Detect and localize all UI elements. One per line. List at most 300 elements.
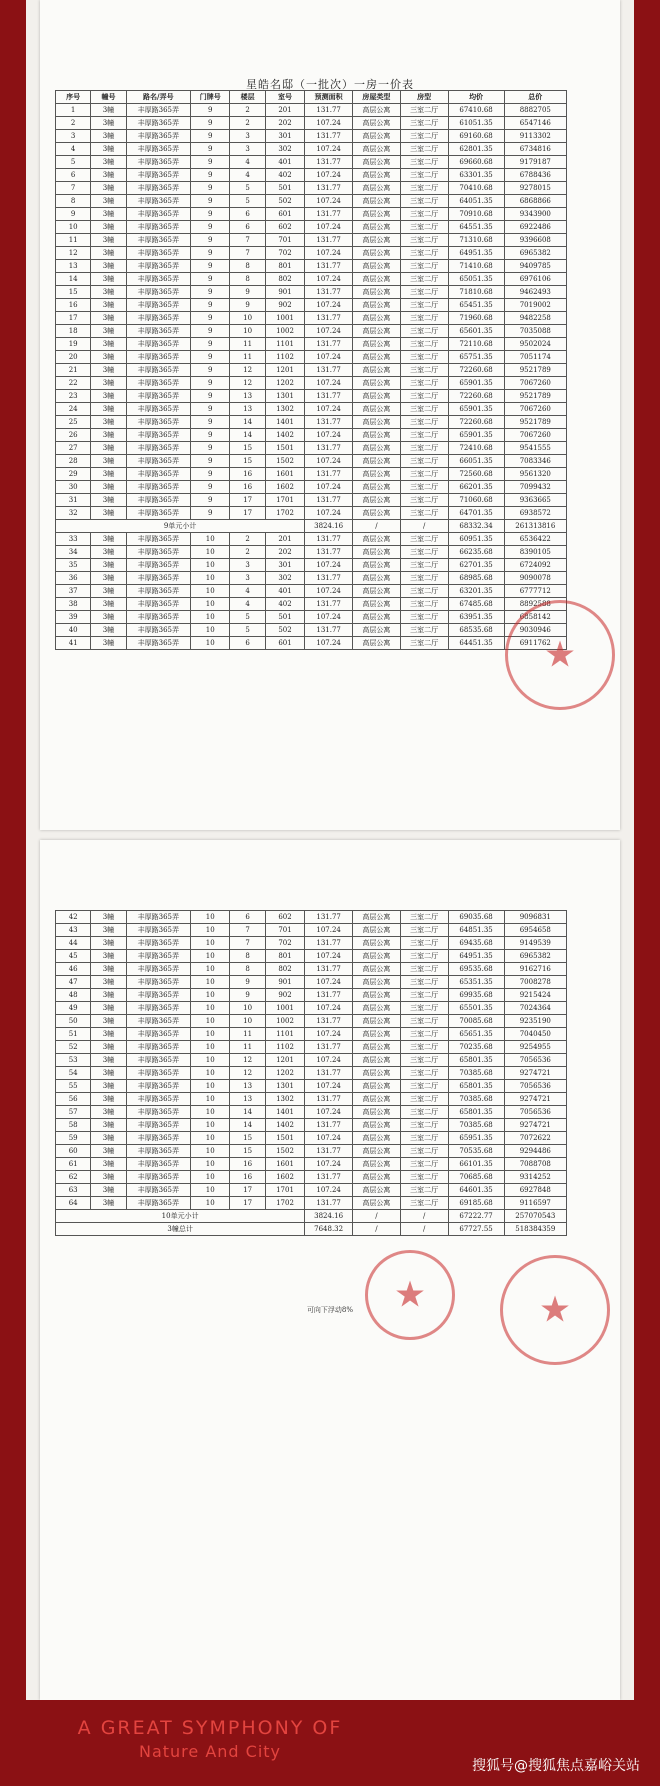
table-cell: 高层公寓 xyxy=(353,585,401,598)
table-cell: 131.77 xyxy=(305,338,353,351)
table-cell: 16 xyxy=(230,468,265,481)
table-cell: 131.77 xyxy=(305,182,353,195)
table-cell: 107.24 xyxy=(305,585,353,598)
table-cell: 3幢 xyxy=(91,286,126,299)
table-cell: 9 xyxy=(191,468,230,481)
table-cell: 131.77 xyxy=(305,442,353,455)
table-row xyxy=(56,273,567,286)
table-cell: 801 xyxy=(265,260,304,273)
table-row xyxy=(56,481,567,494)
table-cell: 71310.68 xyxy=(448,234,504,247)
table-cell: 131.77 xyxy=(305,546,353,559)
table-cell: 丰厚路365弄 xyxy=(126,286,190,299)
table-cell: 高层公寓 xyxy=(353,325,401,338)
table-cell: 802 xyxy=(265,963,304,976)
table-cell: 7088708 xyxy=(504,1158,566,1171)
table-cell: 602 xyxy=(265,911,304,924)
table-cell: 9 xyxy=(191,195,230,208)
table-cell: 502 xyxy=(265,624,304,637)
table-cell: 9 xyxy=(191,104,230,117)
table-cell: 高层公寓 xyxy=(353,286,401,299)
table-cell: 201 xyxy=(265,104,304,117)
table-cell: 42 xyxy=(56,911,91,924)
table-cell: 三室二厅 xyxy=(400,1132,448,1145)
table-cell: 6938572 xyxy=(504,507,566,520)
table-cell: 丰厚路365弄 xyxy=(126,338,190,351)
table-cell: 高层公寓 xyxy=(353,312,401,325)
table-cell: 10 xyxy=(191,924,230,937)
table-cell: 丰厚路365弄 xyxy=(126,299,190,312)
table-row xyxy=(56,182,567,195)
table-cell: 5 xyxy=(230,195,265,208)
table-cell: 10 xyxy=(191,1015,230,1028)
table-cell: 3幢 xyxy=(91,533,126,546)
table-cell: 64551.35 xyxy=(448,221,504,234)
table-cell: 1301 xyxy=(265,390,304,403)
table-cell: 三室二厅 xyxy=(400,429,448,442)
table-cell: 70910.68 xyxy=(448,208,504,221)
table-cell: 302 xyxy=(265,143,304,156)
table-cell: 丰厚路365弄 xyxy=(126,416,190,429)
table-cell: 丰厚路365弄 xyxy=(126,963,190,976)
subtotal-row xyxy=(56,1210,567,1223)
table-cell: 72110.68 xyxy=(448,338,504,351)
table-row xyxy=(56,221,567,234)
table-row xyxy=(56,911,567,924)
table-cell: 28 xyxy=(56,455,91,468)
table-cell: 10 xyxy=(191,611,230,624)
table-cell: 7067260 xyxy=(504,429,566,442)
table-cell: 131.77 xyxy=(305,989,353,1002)
table-cell: 10 xyxy=(191,624,230,637)
price-table-page-2 xyxy=(55,910,567,1236)
table-cell: 高层公寓 xyxy=(353,624,401,637)
table-cell: 6868866 xyxy=(504,195,566,208)
table-cell: 高层公寓 xyxy=(353,455,401,468)
company-seal-2 xyxy=(365,1250,455,1340)
table-cell: 131.77 xyxy=(305,312,353,325)
table-cell: 高层公寓 xyxy=(353,143,401,156)
table-cell: 高层公寓 xyxy=(353,377,401,390)
table-cell: 131.77 xyxy=(305,1041,353,1054)
table-cell: 3幢 xyxy=(91,1132,126,1145)
table-cell: 131.77 xyxy=(305,468,353,481)
table-cell: 高层公寓 xyxy=(353,1015,401,1028)
summary-avg-price: 68332.34 xyxy=(448,520,504,533)
table-row xyxy=(56,1015,567,1028)
table-cell: 9396608 xyxy=(504,234,566,247)
table-cell: 9116597 xyxy=(504,1197,566,1210)
table-cell: 131.77 xyxy=(305,1171,353,1184)
table-cell: 8 xyxy=(230,273,265,286)
table-cell: 丰厚路365弄 xyxy=(126,1106,190,1119)
table-row xyxy=(56,442,567,455)
table-row xyxy=(56,624,567,637)
table-cell: 高层公寓 xyxy=(353,156,401,169)
table-cell: 三室二厅 xyxy=(400,221,448,234)
table-cell: 7019002 xyxy=(504,299,566,312)
table-cell: 10 xyxy=(191,1093,230,1106)
seal-star-icon: ★ xyxy=(538,1289,572,1331)
price-float-note: 可向下浮动8% xyxy=(306,1306,354,1314)
table-row xyxy=(56,468,567,481)
table-cell: 14 xyxy=(56,273,91,286)
table-cell: 三室二厅 xyxy=(400,494,448,507)
table-cell: 9 xyxy=(191,351,230,364)
table-cell: 61 xyxy=(56,1158,91,1171)
table-cell: 丰厚路365弄 xyxy=(126,1184,190,1197)
table-row xyxy=(56,1041,567,1054)
table-cell: 1601 xyxy=(265,468,304,481)
table-cell: 三室二厅 xyxy=(400,104,448,117)
table-cell: 三室二厅 xyxy=(400,1015,448,1028)
table-cell: 65751.35 xyxy=(448,351,504,364)
table-cell: 高层公寓 xyxy=(353,976,401,989)
table-row xyxy=(56,429,567,442)
table-cell: 9 xyxy=(191,182,230,195)
summary-label: 10单元小计 xyxy=(56,1210,305,1223)
table-cell: 7099432 xyxy=(504,481,566,494)
table-cell: 107.24 xyxy=(305,950,353,963)
table-cell: 丰厚路365弄 xyxy=(126,234,190,247)
table-cell: 9482258 xyxy=(504,312,566,325)
table-row xyxy=(56,247,567,260)
table-cell: 3幢 xyxy=(91,1106,126,1119)
table-cell: 10 xyxy=(230,1002,265,1015)
table-cell: 3幢 xyxy=(91,637,126,650)
table-cell: 3幢 xyxy=(91,1028,126,1041)
table-cell: 131.77 xyxy=(305,963,353,976)
table-cell: 10 xyxy=(191,1145,230,1158)
table-cell: 9 xyxy=(191,325,230,338)
table-cell: 三室二厅 xyxy=(400,572,448,585)
table-cell: 21 xyxy=(56,364,91,377)
table-cell: 15 xyxy=(230,1132,265,1145)
table-cell: 三室二厅 xyxy=(400,989,448,1002)
table-cell: 202 xyxy=(265,546,304,559)
table-cell: 66235.68 xyxy=(448,546,504,559)
table-cell: 高层公寓 xyxy=(353,416,401,429)
table-cell: 三室二厅 xyxy=(400,1184,448,1197)
table-row xyxy=(56,1093,567,1106)
table-cell: 高层公寓 xyxy=(353,338,401,351)
table-row xyxy=(56,117,567,130)
table-cell: 502 xyxy=(265,195,304,208)
table-cell: 丰厚路365弄 xyxy=(126,611,190,624)
table-cell: 6965382 xyxy=(504,247,566,260)
table-cell: 301 xyxy=(265,130,304,143)
table-cell: 37 xyxy=(56,585,91,598)
table-cell: 9 xyxy=(191,221,230,234)
table-cell: 72260.68 xyxy=(448,390,504,403)
table-cell: 高层公寓 xyxy=(353,1184,401,1197)
table-cell: 高层公寓 xyxy=(353,234,401,247)
table-cell: 65451.35 xyxy=(448,299,504,312)
table-cell: 5 xyxy=(230,624,265,637)
table-cell: 8892588 xyxy=(504,598,566,611)
table-row xyxy=(56,572,567,585)
table-cell: 丰厚路365弄 xyxy=(126,260,190,273)
table-cell: 3幢 xyxy=(91,468,126,481)
table-cell: 6547146 xyxy=(504,117,566,130)
table-cell: 丰厚路365弄 xyxy=(126,1145,190,1158)
table-cell: 14 xyxy=(230,416,265,429)
table-cell: 701 xyxy=(265,234,304,247)
table-cell: 丰厚路365弄 xyxy=(126,976,190,989)
table-cell: 1302 xyxy=(265,403,304,416)
table-row xyxy=(56,455,567,468)
table-cell: 三室二厅 xyxy=(400,976,448,989)
table-cell: 9 xyxy=(230,976,265,989)
table-cell: 7040450 xyxy=(504,1028,566,1041)
table-cell: 46 xyxy=(56,963,91,976)
table-cell: 三室二厅 xyxy=(400,156,448,169)
table-cell: 30 xyxy=(56,481,91,494)
table-cell: 3幢 xyxy=(91,572,126,585)
table-cell: 3幢 xyxy=(91,963,126,976)
table-cell: 107.24 xyxy=(305,351,353,364)
table-cell: 9 xyxy=(191,260,230,273)
table-cell: 131.77 xyxy=(305,1093,353,1106)
table-cell: 3幢 xyxy=(91,247,126,260)
table-cell: 65901.35 xyxy=(448,377,504,390)
table-cell: 10 xyxy=(191,572,230,585)
table-cell: 高层公寓 xyxy=(353,533,401,546)
table-cell: 高层公寓 xyxy=(353,598,401,611)
total-row xyxy=(56,1223,567,1236)
table-cell: 65901.35 xyxy=(448,403,504,416)
table-cell: 丰厚路365弄 xyxy=(126,351,190,364)
table-cell: 6965382 xyxy=(504,950,566,963)
table-cell: 丰厚路365弄 xyxy=(126,598,190,611)
table-cell: 16 xyxy=(56,299,91,312)
table-cell: 1502 xyxy=(265,1145,304,1158)
table-cell: 丰厚路365弄 xyxy=(126,1119,190,1132)
table-cell: 1101 xyxy=(265,1028,304,1041)
summary-avg-price: 67222.77 xyxy=(448,1210,504,1223)
table-cell: 高层公寓 xyxy=(353,963,401,976)
table-cell: 70410.68 xyxy=(448,182,504,195)
table-cell: 9294486 xyxy=(504,1145,566,1158)
table-cell: 107.24 xyxy=(305,455,353,468)
table-cell: 3幢 xyxy=(91,1080,126,1093)
table-row xyxy=(56,1119,567,1132)
table-row xyxy=(56,598,567,611)
table-cell: 131.77 xyxy=(305,598,353,611)
table-cell: 1402 xyxy=(265,429,304,442)
table-cell: 9 xyxy=(191,312,230,325)
table-row xyxy=(56,1067,567,1080)
table-row xyxy=(56,924,567,937)
table-cell: 丰厚路365弄 xyxy=(126,937,190,950)
table-cell: 4 xyxy=(230,585,265,598)
table-cell: 3 xyxy=(230,143,265,156)
table-cell: 3幢 xyxy=(91,351,126,364)
table-cell: 高层公寓 xyxy=(353,442,401,455)
table-cell: 27 xyxy=(56,442,91,455)
table-cell: 131.77 xyxy=(305,624,353,637)
table-cell: 9 xyxy=(56,208,91,221)
table-cell: 501 xyxy=(265,182,304,195)
table-row xyxy=(56,1080,567,1093)
table-cell: 9113302 xyxy=(504,130,566,143)
table-cell: 高层公寓 xyxy=(353,1158,401,1171)
table-cell: 6536422 xyxy=(504,533,566,546)
table-cell: 201 xyxy=(265,533,304,546)
table-cell: 10 xyxy=(191,585,230,598)
table-cell: 3幢 xyxy=(91,950,126,963)
table-cell: 10 xyxy=(230,325,265,338)
table-cell: 24 xyxy=(56,403,91,416)
table-cell: 9 xyxy=(230,989,265,1002)
table-cell: 3幢 xyxy=(91,624,126,637)
table-cell: 三室二厅 xyxy=(400,1080,448,1093)
table-cell: 10 xyxy=(56,221,91,234)
table-cell: 8882705 xyxy=(504,104,566,117)
table-cell: 107.24 xyxy=(305,195,353,208)
table-cell: 三室二厅 xyxy=(400,598,448,611)
table-row xyxy=(56,143,567,156)
table-cell: 3幢 xyxy=(91,390,126,403)
table-row xyxy=(56,104,567,117)
table-cell: 10 xyxy=(191,1002,230,1015)
table-cell: 丰厚路365弄 xyxy=(126,1158,190,1171)
table-cell: 高层公寓 xyxy=(353,299,401,312)
table-cell: 12 xyxy=(230,1067,265,1080)
table-row xyxy=(56,156,567,169)
table-cell: 16 xyxy=(230,1158,265,1171)
table-cell: 丰厚路365弄 xyxy=(126,1002,190,1015)
table-cell: 19 xyxy=(56,338,91,351)
table-cell: 3幢 xyxy=(91,598,126,611)
table-row xyxy=(56,390,567,403)
table-cell: 高层公寓 xyxy=(353,1093,401,1106)
table-cell: 62 xyxy=(56,1171,91,1184)
table-cell: 107.24 xyxy=(305,1080,353,1093)
table-cell: 65801.35 xyxy=(448,1080,504,1093)
table-cell: 131.77 xyxy=(305,494,353,507)
table-cell: 三室二厅 xyxy=(400,559,448,572)
table-cell: 401 xyxy=(265,156,304,169)
table-cell: 高层公寓 xyxy=(353,1054,401,1067)
table-cell: 1602 xyxy=(265,481,304,494)
watermark-text: 搜狐号@搜狐焦点嘉峪关站 xyxy=(472,1758,640,1774)
table-cell: 1501 xyxy=(265,442,304,455)
table-cell: 高层公寓 xyxy=(353,351,401,364)
table-cell: 107.24 xyxy=(305,481,353,494)
table-cell: 602 xyxy=(265,221,304,234)
table-cell: 高层公寓 xyxy=(353,1197,401,1210)
table-cell: 10 xyxy=(191,559,230,572)
table-cell: 三室二厅 xyxy=(400,286,448,299)
table-row xyxy=(56,377,567,390)
table-cell: 10 xyxy=(191,1041,230,1054)
table-cell: 64851.35 xyxy=(448,924,504,937)
table-cell: 3 xyxy=(230,572,265,585)
summary-label: 3幢总计 xyxy=(56,1223,305,1236)
table-cell: 三室二厅 xyxy=(400,338,448,351)
table-row xyxy=(56,416,567,429)
table-cell: 1301 xyxy=(265,1080,304,1093)
table-cell: 6 xyxy=(230,637,265,650)
table-row xyxy=(56,963,567,976)
table-cell: 9 xyxy=(191,390,230,403)
table-cell: 2 xyxy=(230,533,265,546)
table-cell: 3幢 xyxy=(91,338,126,351)
table-cell: 三室二厅 xyxy=(400,546,448,559)
table-cell: 10 xyxy=(191,989,230,1002)
table-cell: 2 xyxy=(230,104,265,117)
table-cell: 三室二厅 xyxy=(400,208,448,221)
table-cell: 三室二厅 xyxy=(400,611,448,624)
table-row xyxy=(56,585,567,598)
table-cell: 9409785 xyxy=(504,260,566,273)
table-cell: 三室二厅 xyxy=(400,1002,448,1015)
table-cell: 1002 xyxy=(265,325,304,338)
table-cell: 9 xyxy=(191,377,230,390)
table-cell: 三室二厅 xyxy=(400,195,448,208)
table-cell: 49 xyxy=(56,1002,91,1015)
table-cell: 3幢 xyxy=(91,156,126,169)
table-cell: 1 xyxy=(56,104,91,117)
table-row xyxy=(56,325,567,338)
table-cell: 69035.68 xyxy=(448,911,504,924)
table-row xyxy=(56,611,567,624)
table-cell: 601 xyxy=(265,637,304,650)
table-cell: 107.24 xyxy=(305,559,353,572)
table-cell: 58 xyxy=(56,1119,91,1132)
table-cell: 54 xyxy=(56,1067,91,1080)
table-cell: 高层公寓 xyxy=(353,364,401,377)
table-cell: 三室二厅 xyxy=(400,403,448,416)
table-cell: 11 xyxy=(230,338,265,351)
table-cell: 丰厚路365弄 xyxy=(126,1067,190,1080)
table-cell: 3幢 xyxy=(91,130,126,143)
table-cell: 17 xyxy=(230,1184,265,1197)
table-cell: 9 xyxy=(230,286,265,299)
table-cell: 17 xyxy=(230,507,265,520)
table-cell: 20 xyxy=(56,351,91,364)
table-cell: 三室二厅 xyxy=(400,364,448,377)
table-cell: 35 xyxy=(56,559,91,572)
table-cell: 1702 xyxy=(265,1197,304,1210)
table-cell: 高层公寓 xyxy=(353,247,401,260)
table-cell: 7 xyxy=(230,234,265,247)
table-cell: 9274721 xyxy=(504,1093,566,1106)
table-cell: 3幢 xyxy=(91,1171,126,1184)
table-cell: 3幢 xyxy=(91,481,126,494)
table-cell: 15 xyxy=(230,442,265,455)
table-cell: 107.24 xyxy=(305,611,353,624)
table-cell: 52 xyxy=(56,1041,91,1054)
table-cell: 三室二厅 xyxy=(400,950,448,963)
table-cell: 131.77 xyxy=(305,234,353,247)
table-cell: 9162716 xyxy=(504,963,566,976)
table-cell: 1501 xyxy=(265,1132,304,1145)
table-cell: 三室二厅 xyxy=(400,507,448,520)
table-cell: 丰厚路365弄 xyxy=(126,390,190,403)
table-cell: 3幢 xyxy=(91,1197,126,1210)
table-cell: 丰厚路365弄 xyxy=(126,468,190,481)
table-cell: 2 xyxy=(230,117,265,130)
table-cell: 66201.35 xyxy=(448,481,504,494)
table-cell: 1602 xyxy=(265,1171,304,1184)
table-cell: 丰厚路365弄 xyxy=(126,585,190,598)
table-cell: 68985.68 xyxy=(448,572,504,585)
table-cell: 三室二厅 xyxy=(400,481,448,494)
table-cell: 高层公寓 xyxy=(353,950,401,963)
table-cell: 10 xyxy=(191,911,230,924)
